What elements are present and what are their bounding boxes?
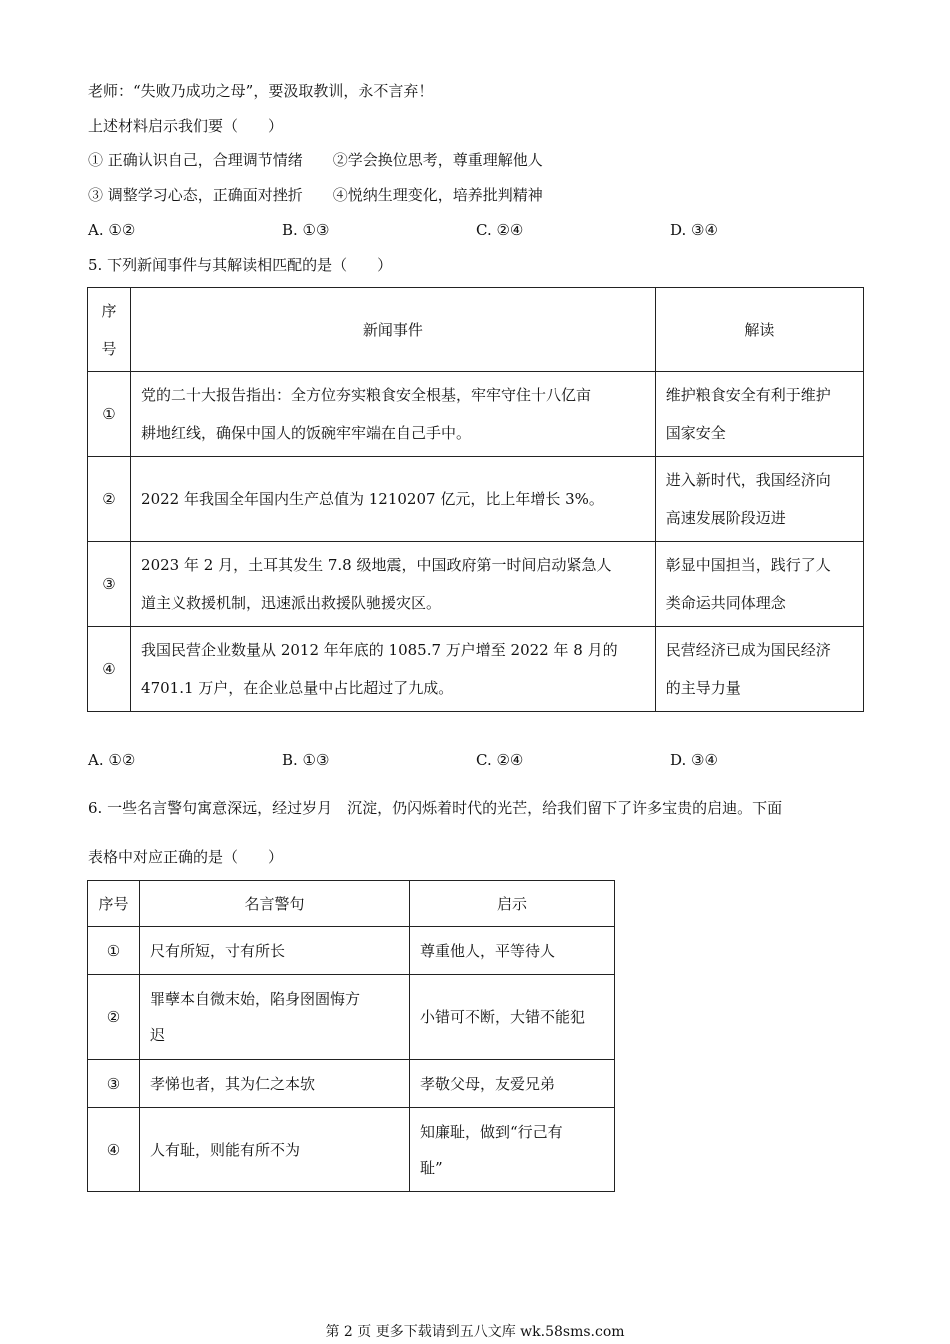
reading-line: 维护粮食安全有利于维护: [665, 386, 831, 404]
event-line: 2023 年 2 月，土耳其发生 7.8 级地震，中国政府第一时间启动紧急人: [141, 556, 612, 574]
event-line: 4701.1 万户，在企业总量中占比超过了九成。: [141, 679, 454, 697]
quote-cell: [140, 1060, 410, 1108]
q4-option-a[interactable]: A. ①②: [88, 221, 136, 239]
header-no: 序号: [88, 881, 140, 927]
insight-line: 孝敬父母，友爱兄弟: [420, 1074, 556, 1093]
quote-cell: [140, 975, 410, 1060]
table-row: [88, 542, 864, 627]
quote-cell: [140, 1108, 410, 1192]
quote-line: 人有耻，则能有所不为: [150, 1140, 301, 1159]
insight-cell: [410, 1060, 615, 1108]
q4-statement-1: ① 正确认识自己，合理调节情绪 ②学会换位思考，尊重理解他人: [88, 151, 543, 169]
row-number: ④: [88, 627, 131, 712]
table-row: [88, 372, 864, 457]
header-reading: 解读: [655, 288, 863, 372]
quote-line: 罪孽本自微末始，陷身囹圄悔方: [150, 990, 361, 1008]
news-reading: [655, 457, 863, 542]
table-row: [88, 627, 864, 712]
insight-line: 尊重他人，平等待人: [420, 941, 556, 960]
event-line: 我国民营企业数量从 2012 年年底的 1085.7 万户增至 2022 年 8 月的: [141, 641, 618, 659]
teacher-line: 老师：“失败乃成功之母”，要汲取教训，永不言弃！: [88, 82, 434, 100]
q6-stem-line-2: 表格中对应正确的是（ ）: [88, 848, 284, 866]
q4-options: [88, 219, 868, 241]
quote-line: 迟: [150, 1026, 166, 1044]
row-number: ①: [88, 372, 131, 457]
table-row: [88, 457, 864, 542]
q4-option-d[interactable]: D. ③④: [670, 221, 718, 239]
page-footer: 第 2 页 更多下载请到五八文库 wk.58sms.com: [325, 1324, 625, 1340]
event-line: 2022 年我国全年国内生产总值为 1210207 亿元，比上年增长 3%。: [141, 490, 604, 508]
q5-option-d[interactable]: D. ③④: [670, 751, 718, 769]
insight-line: 知廉耻，做到“行己有: [420, 1122, 563, 1141]
table-header-row: [88, 288, 864, 372]
header-event: 新闻事件: [131, 288, 656, 372]
insight-line: 耻”: [420, 1158, 443, 1177]
reading-line: 的主导力量: [665, 679, 741, 697]
q6-quote-table: [87, 880, 615, 1192]
q5-news-table: [87, 287, 864, 712]
insight-cell: [410, 927, 615, 975]
row-number: ②: [88, 457, 131, 542]
reading-line: 高速发展阶段迈进: [665, 509, 786, 527]
header-quote: 名言警句: [140, 881, 410, 927]
q4-statement-2: ③ 调整学习心态，正确面对挫折 ④悦纳生理变化，培养批判精神: [88, 186, 543, 204]
q6-stem-line-1: 6. 一些名言警句寓意深远，经过岁月 沉淀，仍闪烁着时代的光芒，给我们留下了许多宝贵的启迪。下面: [88, 799, 783, 817]
header-no-line-2: 号: [101, 339, 117, 358]
insight-cell: [410, 975, 615, 1060]
reading-line: 民营经济已成为国民经济: [665, 641, 831, 659]
q5-options: [88, 749, 868, 771]
news-event: [131, 627, 656, 712]
q5-stem: 5. 下列新闻事件与其解读相匹配的是（ ）: [88, 256, 393, 274]
event-line: 耕地红线，确保中国人的饭碗牢牢端在自己手中。: [141, 424, 472, 442]
news-event: [131, 457, 656, 542]
table-row: [88, 975, 615, 1060]
header-insight: 启示: [410, 881, 615, 927]
q5-option-a[interactable]: A. ①②: [88, 751, 136, 769]
reading-line: 类命运共同体理念: [665, 594, 786, 612]
q5-option-c[interactable]: C. ②④: [476, 751, 524, 769]
q4-option-c[interactable]: C. ②④: [476, 221, 524, 239]
news-reading: [655, 627, 863, 712]
news-event: [131, 542, 656, 627]
event-line: 党的二十大报告指出：全方位夯实粮食安全根基，牢牢守住十八亿亩: [141, 386, 592, 404]
row-number: ③: [88, 1060, 140, 1108]
header-no: [88, 288, 131, 372]
reading-line: 国家安全: [665, 424, 726, 442]
reading-line: 彰显中国担当，践行了人: [665, 556, 831, 574]
news-reading: [655, 542, 863, 627]
table-row: [88, 927, 615, 975]
event-line: 道主义救援机制，迅速派出救援队驰援灾区。: [141, 594, 442, 612]
reading-line: 进入新时代，我国经济向: [665, 471, 831, 489]
quote-line: 尺有所短，寸有所长: [150, 941, 286, 960]
quote-line: 孝悌也者，其为仁之本欤: [150, 1074, 316, 1093]
table-row: [88, 1108, 615, 1192]
insight-cell: [410, 1108, 615, 1192]
row-number: ①: [88, 927, 140, 975]
q5-option-b[interactable]: B. ①③: [282, 751, 330, 769]
row-number: ③: [88, 542, 131, 627]
table-header-row: [88, 881, 615, 927]
q4-option-b[interactable]: B. ①③: [282, 221, 330, 239]
news-event: [131, 372, 656, 457]
insight-line: 小错可不断，大错不能犯: [420, 1008, 586, 1026]
header-no-line-1: 序: [101, 301, 117, 320]
q4-prompt: 上述材料启示我们要（ ）: [88, 117, 284, 135]
quote-cell: [140, 927, 410, 975]
row-number: ②: [88, 975, 140, 1060]
row-number: ④: [88, 1108, 140, 1192]
news-reading: [655, 372, 863, 457]
table-row: [88, 1060, 615, 1108]
